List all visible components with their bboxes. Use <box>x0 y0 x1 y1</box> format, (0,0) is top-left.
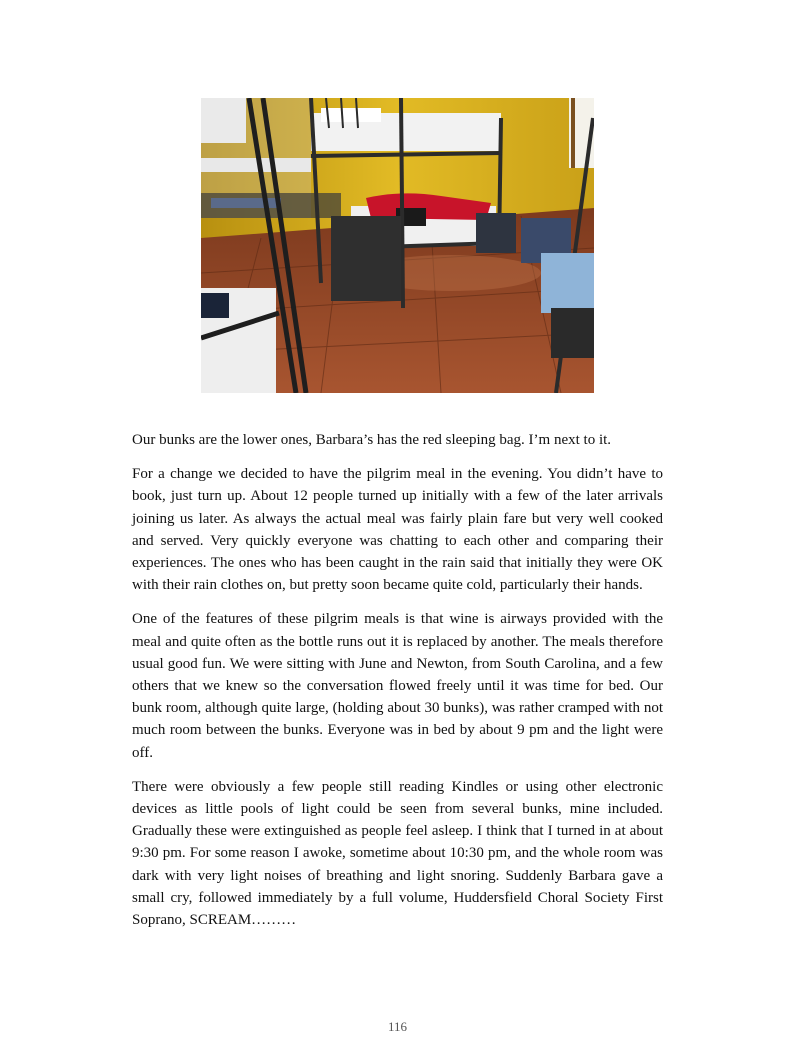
paragraph-1: Our bunks are the lower ones, Barbara’s has the red sleeping bag. I’m next to it. <box>132 432 612 448</box>
bunk-room-photo <box>201 98 594 393</box>
paragraph-4: There were obviously a few people still reading Kindles or using other electronic devices as little pools of light could be seen from several bunks, mine included. Gradually these were extinguished as people feel asleep. I think that I turned in at about 9:30 pm. For some reason I awoke, sometime about 10:30 pm, and the whole room was dark with very light noises of breathing and light snoring. Suddenly Barbara gave a small cry, followed immediately by a full volume, Huddersfield Choral Society First Soprano, SCREAM……… <box>132 778 663 929</box>
body-text <box>132 429 663 943</box>
page-number: 116 <box>387 1019 408 1034</box>
paragraph-2: For a change we decided to have the pilgrim meal in the evening. You didn’t have to book, just turn up. About 12 people turned up initially with a few of the later arrivals joining us later. As always the actual meal was fairly plain fare but very well cooked and served. Very quickly everyone was chatting to each other and comparing their experiences. The ones who has been caught in the rain said that initially they were OK with their rain clothes on, but pretty soon became quite cold, particularly their hands. <box>132 466 663 594</box>
paragraph-3: One of the features of these pilgrim meals is that wine is airways provided with the meal and quite often as the bottle runs out it is replaced by another. The meals therefore usual good fun. We were sitting with June and Newton, from South Carolina, and a few others that we knew so the conversation flowed freely until it was time for bed. Our bunk room, although quite large, (holding about 30 bunks), was rather cramped with not much room between the bunks. Everyone was in bed by about 9 pm and the light were off. <box>132 611 663 761</box>
